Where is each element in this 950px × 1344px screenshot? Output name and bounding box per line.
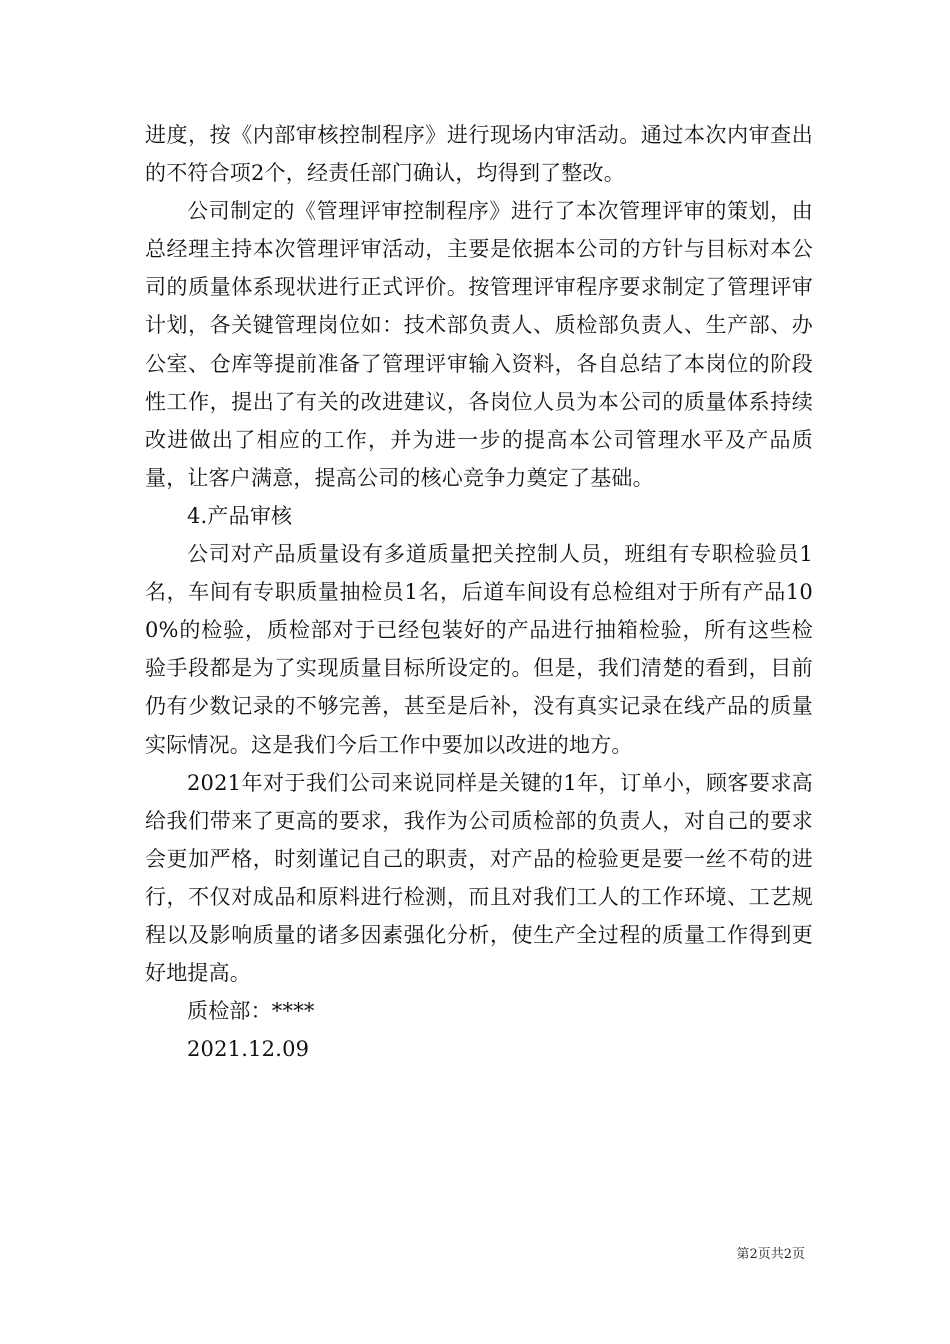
document-body [145, 116, 813, 1068]
paragraph-1: 进度，按《内部审核控制程序》进行现场内审活动。通过本次内审查出的不符合项2个，经责任部门确认，均得到了整改。 [145, 123, 813, 186]
section-heading: 4.产品审核 [187, 503, 293, 528]
signature-date: 2021.12.09 [187, 1037, 310, 1062]
paragraph-2: 公司制定的《管理评审控制程序》进行了本次管理评审的策划，由总经理主持本次管理评审活动，主要是依据本公司的方针与目标对本公司的质量体系现状进行正式评价。按管理评审程序要求制定了管理评审计划，各关键管理岗位如：技术部负责人、质检部负责人、生产部、办公室、仓库等提前准备了管理评审输入资料，各自总结了本岗位的阶段性工作，提出了有关的改进建议，各岗位人员为本公司的质量体系持续改进做出了相应的工作，并为进一步的提高本公司管理水平及产品质量，让客户满意，提高公司的核心竞争力奠定了基础。 [145, 199, 813, 490]
paragraph-3: 公司对产品质量设有多道质量把关控制人员，班组有专职检验员1名，车间有专职质量抽检员1名，后道车间设有总检组对于所有产品100%的检验，质检部对于已经包装好的产品进行抽箱检验，所有这些检验手段都是为了实现质量目标所设定的。但是，我们清楚的看到，目前仍有少数记录的不够完善，甚至是后补，没有真实记录在线产品的质量实际情况。这是我们今后工作中要加以改进的地方。 [145, 542, 813, 757]
page-number: 第2页共2页 [736, 1247, 805, 1262]
paragraph-4: 2021年对于我们公司来说同样是关键的1年，订单小，顾客要求高给我们带来了更高的要求，我作为公司质检部的负责人，对自己的要求会更加严格，时刻谨记自己的职责，对产品的检验更是要一丝不苟的进行，不仅对成品和原料进行检测，而且对我们工人的工作环境、工艺规程以及影响质量的诸多因素强化分析，使生产全过程的质量工作得到更好地提高。 [145, 770, 813, 986]
signature-department: 质检部：**** [187, 999, 315, 1024]
